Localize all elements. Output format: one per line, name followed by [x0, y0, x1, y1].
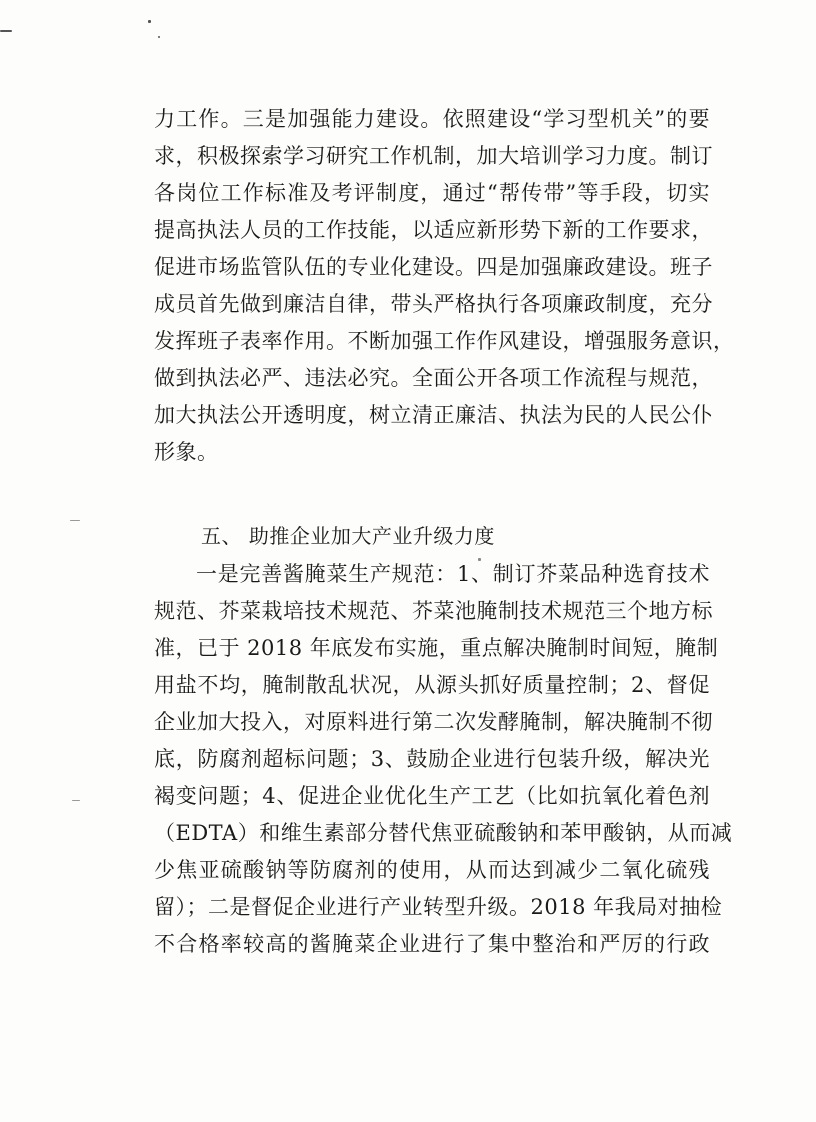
text-line: 促进市场监管队伍的专业化建设。四是加强廉政建设。班子: [154, 255, 713, 279]
text-line: 求，积极探索学习研究工作机制，加大培训学习力度。制订: [154, 144, 713, 168]
text-line: 底，防腐剂超标问题；3、鼓励企业进行包装升级，解决光: [154, 747, 710, 771]
scan-speck: [70, 520, 80, 521]
text-line: 成员首先做到廉洁自律，带头严格执行各项廉政制度，充分: [154, 292, 713, 316]
text-line: 企业加大投入，对原料进行第二次发酵腌制，解决腌制不彻: [154, 710, 713, 734]
text-line: 褐变问题；4、促进企业优化生产工艺（比如抗氧化着色剂: [154, 784, 710, 808]
text-line: 提高执法人员的工作技能，以适应新形势下新的工作要求，: [154, 218, 713, 242]
text-line: 各岗位工作标准及考评制度，通过“帮传带”等手段，切实: [154, 181, 710, 205]
scan-speck: [148, 20, 151, 23]
scan-speck: [0, 30, 12, 32]
paragraph-1: [154, 101, 735, 471]
section-heading: 五、 助推企业加大产业升级力度: [201, 524, 495, 548]
text-line: 少焦亚硫酸钠等防腐剂的使用，从而达到减少二氧化硫残: [154, 858, 710, 882]
text-line: 力工作。三是加强能力建设。依照建设“学习型机关”的要: [154, 107, 710, 131]
text-line: 加大执法公开透明度，树立清正廉洁、执法为民的人民公仆: [154, 403, 713, 427]
text-line: 发挥班子表率作用。不断加强工作作风建设，增强服务意识，: [154, 329, 735, 353]
text-line: 准，已于 2018 年底发布实施，重点解决腌制时间短，腌制: [154, 636, 719, 660]
scan-speck: [158, 36, 160, 38]
text-line: 不合格率较高的酱腌菜企业进行了集中整治和严厉的行政: [154, 932, 710, 956]
text-line: 规范、芥菜栽培技术规范、芥菜池腌制技术规范三个地方标: [154, 599, 713, 623]
scan-speck: [72, 800, 80, 801]
text-line: 形象。: [154, 440, 219, 464]
text-line: （EDTA）和维生素部分替代焦亚硫酸钠和苯甲酸钠，从而减: [154, 821, 733, 845]
text-line: 留）；二是督促企业进行产业转型升级。2018 年我局对抽检: [154, 895, 723, 919]
text-line: 用盐不均，腌制散乱状况，从源头抓好质量控制；2、督促: [154, 673, 710, 697]
paragraph-2: [154, 556, 733, 963]
text-line: 做到执法必严、违法必究。全面公开各项工作流程与规范，: [154, 366, 713, 390]
text-line: 一是完善酱腌菜生产规范：1、制订芥菜品种选育技术: [196, 562, 710, 586]
